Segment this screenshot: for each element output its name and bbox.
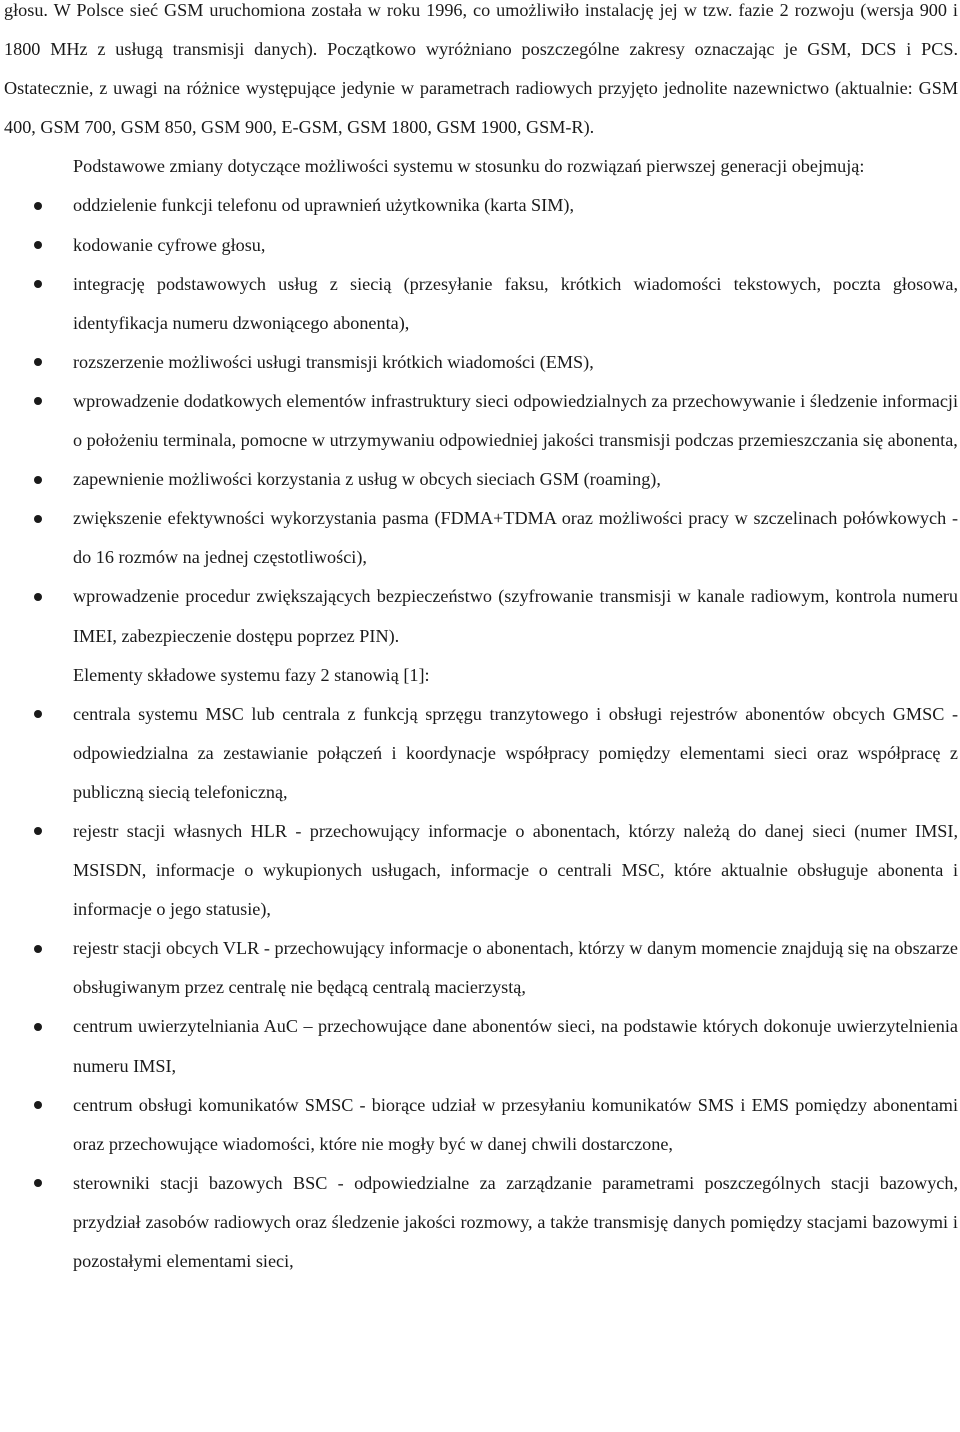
list-item	[4, 929, 958, 1007]
elements-list	[4, 695, 958, 1281]
list-item	[4, 1086, 958, 1164]
bullet-icon	[34, 710, 42, 718]
list-item-text: wprowadzenie procedur zwiększających bezpieczeństwo (szyfrowanie transmisji w kanale radiowym, kontrola numeru IMEI, zabezpieczenie dostępu poprzez PIN).	[73, 586, 958, 646]
list-item-text: kodowanie cyfrowe głosu,	[73, 234, 266, 255]
list-item-text: centrala systemu MSC lub centrala z funkcją sprzęgu tranzytowego i obsługi rejestrów abonentów obcych GMSC - odpowiedzialna za zestawianie połączeń i koordynacje współpracy pomiędzy elementami sieci oraz współpracę z publiczną siecią telefoniczną,	[73, 703, 958, 802]
list-item	[4, 343, 958, 382]
elements-lead-paragraph: Elementy składowe systemu fazy 2 stanowią [1]:	[73, 664, 430, 685]
intro-paragraph: głosu. W Polsce sieć GSM uruchomiona została w roku 1996, co umożliwiło instalację jej w tzw. fazie 2 rozwoju (wersja 900 i 1800 MHz z usługą transmisji danych). Początkowo wyróżniano poszczególne zakresy oznaczając je GSM, DCS i PCS. Ostatecznie, z uwagi na różnice występujące jedynie w parametrach radiowych przyjęto jednolite nazewnictwo (aktualnie: GSM 400, GSM 700, GSM 850, GSM 900, E-GSM, GSM 1800, GSM 1900, GSM-R).	[4, 0, 958, 138]
bullet-icon	[34, 476, 42, 484]
list-item-text: zapewnienie możliwości korzystania z usług w obcych sieciach GSM (roaming),	[73, 469, 661, 490]
list-item	[4, 577, 958, 655]
changes-list	[4, 186, 958, 655]
list-item-text: sterowniki stacji bazowych BSC - odpowiedzialne za zarządzanie parametrami poszczególnych stacji bazowych, przydział zasobów radiowych oraz śledzenie jakości rozmowy, a także transmisję danych pomiędzy stacjami bazowymi i pozostałymi elementami sieci,	[73, 1172, 958, 1271]
list-item-text: wprowadzenie dodatkowych elementów infrastruktury sieci odpowiedzialnych za przechowywanie i śledzenie informacji o położeniu terminala, pomocne w utrzymywaniu odpowiedniej jakości transmisji podczas przemieszczania się abonenta,	[73, 390, 958, 451]
list-item	[4, 812, 958, 929]
bullet-icon	[34, 945, 42, 953]
list-item	[4, 499, 958, 577]
list-item-text: zwiększenie efektywności wykorzystania pasma (FDMA+TDMA oraz możliwości pracy w szczelinach połówkowych - do 16 rozmów na jednej częstotliwości),	[73, 508, 958, 568]
list-item	[4, 1007, 958, 1085]
list-item-text: centrum uwierzytelniania AuC – przechowujące dane abonentów sieci, na podstawie których dokonuje uwierzytelnienia numeru IMSI,	[73, 1016, 958, 1076]
list-item	[4, 226, 958, 265]
list-item-text: rejestr stacji własnych HLR - przechowujący informacje o abonentach, którzy należą do danej sieci (numer IMSI, MSISDN, informacje o wykupionych usługach, informacje o centrali MSC, które aktualnie obsługuje abonenta i informacje o jego statusie),	[73, 820, 958, 920]
bullet-icon	[34, 827, 42, 835]
bullet-icon	[34, 1101, 42, 1109]
bullet-icon	[34, 515, 42, 523]
bullet-icon	[34, 202, 42, 210]
bullet-icon	[34, 1023, 42, 1031]
list-item-text: rozszerzenie możliwości usługi transmisji krótkich wiadomości (EMS),	[73, 351, 594, 372]
list-item	[4, 265, 958, 343]
bullet-icon	[34, 241, 42, 249]
bullet-icon	[34, 358, 42, 366]
list-item	[4, 1164, 958, 1281]
list-item	[4, 186, 958, 225]
list-item-text: rejestr stacji obcych VLR - przechowujący informacje o abonentach, którzy w danym momencie znajdują się na obszarze obsługiwanym przez centralę nie będącą centralą macierzystą,	[73, 938, 958, 998]
list-item	[4, 460, 958, 499]
list-item-text: centrum obsługi komunikatów SMSC - biorące udział w przesyłaniu komunikatów SMS i EMS pomiędzy abonentami oraz przechowujące wiadomości, które nie mogły być w danej chwili dostarczone,	[73, 1094, 958, 1154]
bullet-icon	[34, 1179, 42, 1187]
list-item-text: oddzielenie funkcji telefonu od uprawnień użytkownika (karta SIM),	[73, 195, 575, 216]
bullet-icon	[34, 397, 42, 405]
list-item	[4, 382, 958, 460]
list-item	[4, 695, 958, 812]
list-item-text: integrację podstawowych usług z siecią (przesyłanie faksu, krótkich wiadomości tekstowych, poczta głosowa, identyfikacja numeru dzwoniącego abonenta),	[73, 273, 958, 333]
bullet-icon	[34, 280, 42, 288]
changes-lead-paragraph: Podstawowe zmiany dotyczące możliwości systemu w stosunku do rozwiązań pierwszej generacji obejmują:	[73, 156, 865, 177]
bullet-icon	[34, 593, 42, 601]
